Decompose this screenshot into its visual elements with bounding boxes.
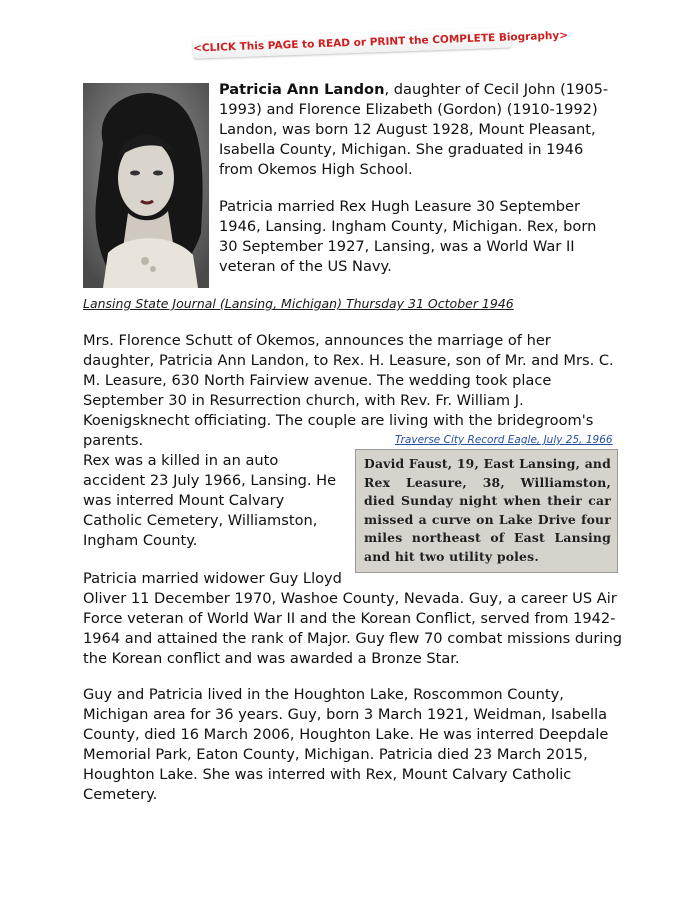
intro-paragraph-text: , daughter of Cecil John (1905-1993) and Florence Elizabeth (Gordon) (1910-1992) Landon, was born 12 August 1928, Mount Pleasant, Isabella County, Michigan. She graduated in 1946 from Okemos High School. [219,81,609,178]
lansing-journal-source-link[interactable]: Lansing State Journal (Lansing, Michigan) Thursday 31 October 1946 [83,296,514,311]
record-eagle-source-link[interactable]: Traverse City Record Eagle, July 25, 1966 [395,434,613,446]
wedding-notice-paragraph: Mrs. Florence Schutt of Okemos, announces the marriage of her daughter, Patricia Ann Landon, to Rex. H. Leasure, son of Mr. and Mrs. C. M. Leasure, 630 North Fairview avenue. The wedding took place September 30 in Resurrection church, with Rev. Fr. William J. Koenigsknecht officiating. The couple are living with the bridegroom's parents. [83,332,614,449]
first-marriage-paragraph: Patricia married Rex Hugh Leasure 30 September 1946, Lansing. Ingham County, Michigan. Rex, born 30 September 1927, Lansing, was a World War II veteran of the US Navy. [219,198,597,275]
intro-paragraph [219,80,619,180]
clipping-text: David Faust, 19, East Lansing, and Rex Leasure, 38, Williamston, died Sunday night when their car missed a curve on Lake Drive four miles northeast of East Lansing and hit two utility poles. [364,456,611,564]
remarriage-first-line: Patricia married widower Guy Lloyd [83,570,342,587]
portrait-photo-icon [83,83,209,288]
remarriage-paragraph: Oliver 11 December 1970, Washoe County, Nevada. Guy, a career US Air Force veteran of World War II and the Korean Conflict, served from 1942-1964 and attained the rank of Major. Guy flew 70 combat missions during the Korean conflict and was awarded a Bronze Star. [83,590,622,667]
newspaper-clipping [355,449,618,573]
houghton-lake-paragraph: Guy and Patricia lived in the Houghton Lake, Roscommon County, Michigan area for 36 years. Guy, born 3 March 1921, Weidman, Isabella County, died 16 March 2006, Houghton Lake. He was interred Deepdale Memorial Park, Eaton County, Michigan. Patricia died 23 March 2015, Houghton Lake. She was interred with Rex, Mount Calvary Catholic Cemetery. [83,686,609,803]
accident-paragraph: Rex was a killed in an auto accident 23 July 1966, Lansing. He was interred Mount Calvary Catholic Cemetery, Williamston, Ingham County. [83,452,337,549]
subject-name: Patricia Ann Landon [219,81,385,98]
complete-biography-link[interactable]: <CLICK This PAGE to READ or PRINT the COMPLETE Biography> [193,27,512,58]
